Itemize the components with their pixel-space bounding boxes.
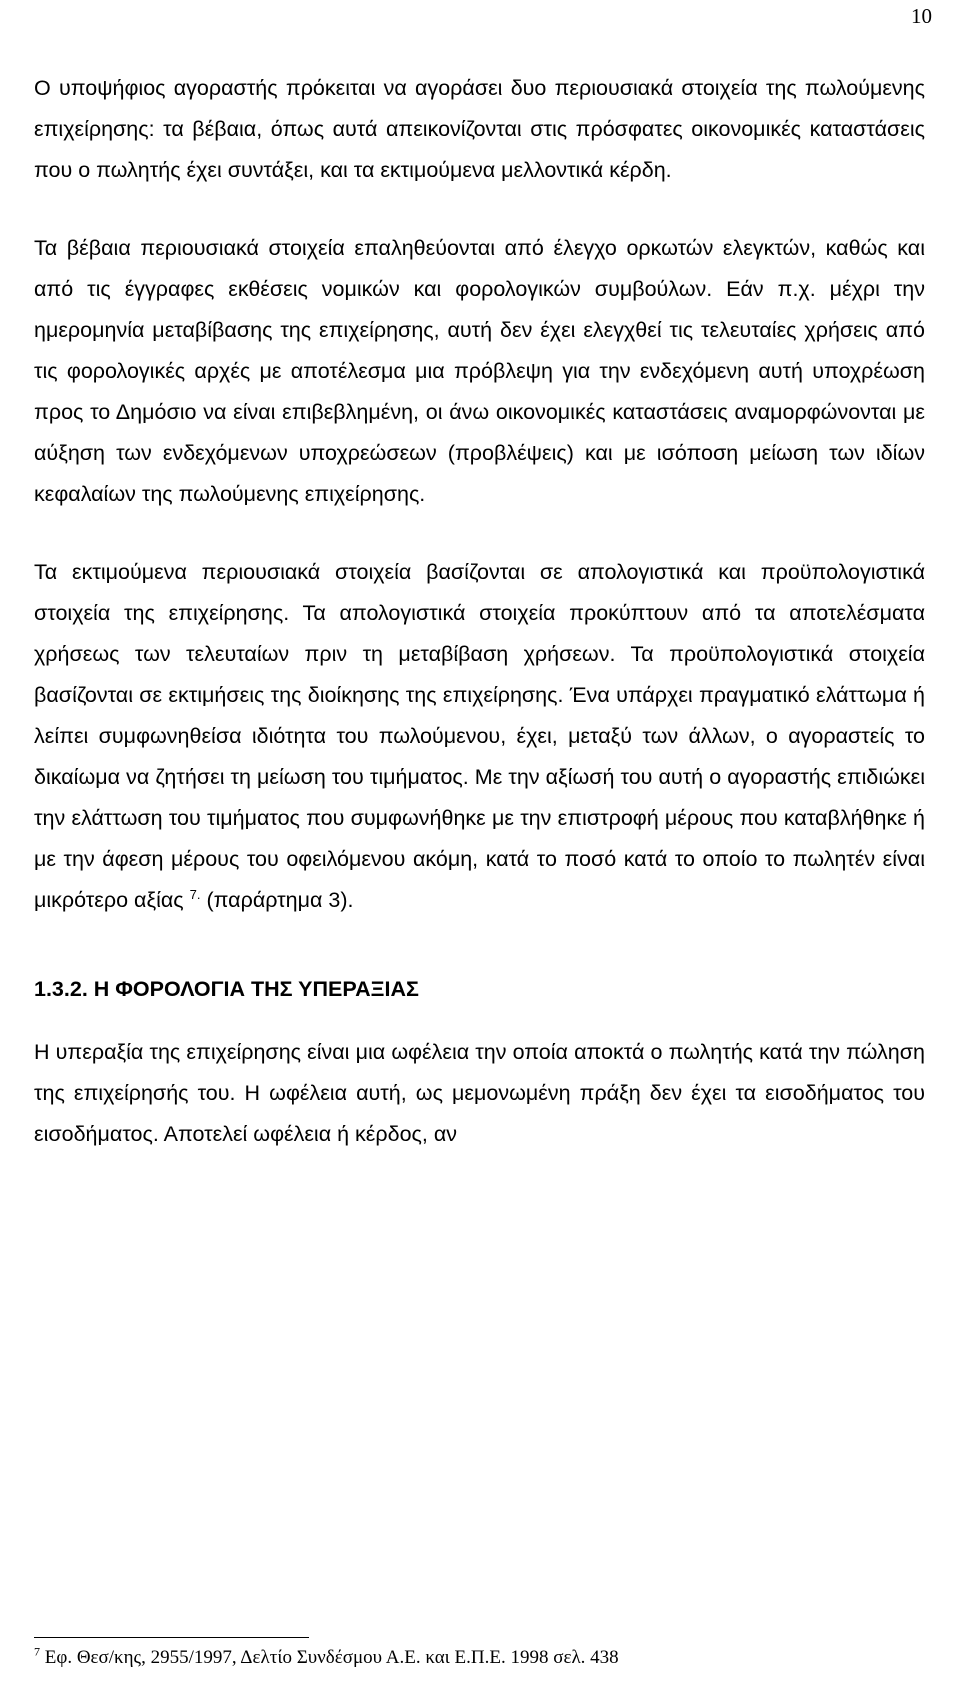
section-heading: 1.3.2. Η ΦΟΡΟΛΟΓΙΑ ΤΗΣ ΥΠΕΡΑΞΙΑΣ xyxy=(34,977,419,1001)
document-body xyxy=(34,68,925,1192)
page-number: 10 xyxy=(911,4,932,28)
footnote xyxy=(34,1646,619,1670)
footnote-reference[interactable]: 7. xyxy=(189,886,201,902)
paragraph-estimated-assets-tail: (παράρτημα 3). xyxy=(200,888,354,912)
paragraph-certain-assets: Τα βέβαια περιουσιακά στοιχεία επαληθεύονται από έλεγχο ορκωτών ελεγκτών, καθώς και από τις έγγραφες εκθέσεις νομικών και φορολογικών συμβούλων. Εάν π.χ. μέχρι την ημερομηνία μεταβίβασης της επιχείρησης, αυτή δεν έχει ελεγχθεί τις τελευταίες χρήσεις από τις φορολογικές αρχές με αποτέλεσμα μια πρόβλεψη για την ενδεχόμενη αυτή υποχρέωση προς το Δημόσιο να είναι επιβεβλημένη, οι άνω οικονομικές καταστάσεις αναμορφώνονται με αύξηση των ενδεχόμενων υποχρεώσεων (προβλέψεις) και με ισόποση μείωση των ιδίων κεφαλαίων της πωλούμενης επιχείρησης. xyxy=(34,236,925,506)
paragraph-intro: Ο υποψήφιος αγοραστής πρόκειται να αγοράσει δυο περιουσιακά στοιχεία της πωλούμενης επιχείρησης: τα βέβαια, όπως αυτά απεικονίζονται στις πρόσφατες οικονομικές καταστάσεις που ο πωλητής έχει συντάξει, και τα εκτιμούμενα μελλοντικά κέρδη. xyxy=(34,76,925,182)
footnote-marker: 7 xyxy=(34,1644,40,1659)
paragraph-estimated-assets xyxy=(34,552,925,921)
footnote-divider xyxy=(34,1637,309,1638)
paragraph-estimated-assets-text: Τα εκτιμούμενα περιουσιακά στοιχεία βασίζονται σε απολογιστικά και προϋπολογιστικά στοιχεία της επιχείρησης. Τα απολογιστικά στοιχεία προκύπτουν από τα αποτελέσματα χρήσεως των τελευταίων πριν τη μεταβίβαση χρήσεων. Τα προϋπολογιστικά στοιχεία βασίζονται σε εκτιμήσεις της διοίκησης της επιχείρησης. Ένα υπάρχει πραγματικό ελάττωμα ή λείπει συμφωνηθείσα ιδιότητα του πωλούμενου, έχει, μεταξύ των άλλων, ο αγοραστείς το δικαίωμα να ζητήσει τη μείωση του τιμήματος. Με την αξίωσή του αυτή ο αγοραστής επιδιώκει την ελάττωση του τιμήματος που συμφωνήθηκε με την επιστροφή μέρους που καταβλήθηκε ή με την άφεση μέρους του οφειλόμενου ακόμη, κατά το ποσό κατά το οποίο το πωλητέν είναι μικρότερο αξίας xyxy=(34,560,925,912)
footnote-text: Εφ. Θεσ/κης, 2955/1997, Δελτίο Συνδέσμου Α.Ε. και Ε.Π.Ε. 1998 σελ. 438 xyxy=(40,1647,619,1668)
paragraph-goodwill: Η υπεραξία της επιχείρησης είναι μια ωφέλεια την οποία αποκτά ο πωλητής κατά την πώληση της επιχείρησής του. Η ωφέλεια αυτή, ως μεμονωμένη πράξη δεν έχει τα εισοδήματος του εισοδήματος. Αποτελεί ωφέλεια ή κέρδος, αν xyxy=(34,1040,925,1146)
